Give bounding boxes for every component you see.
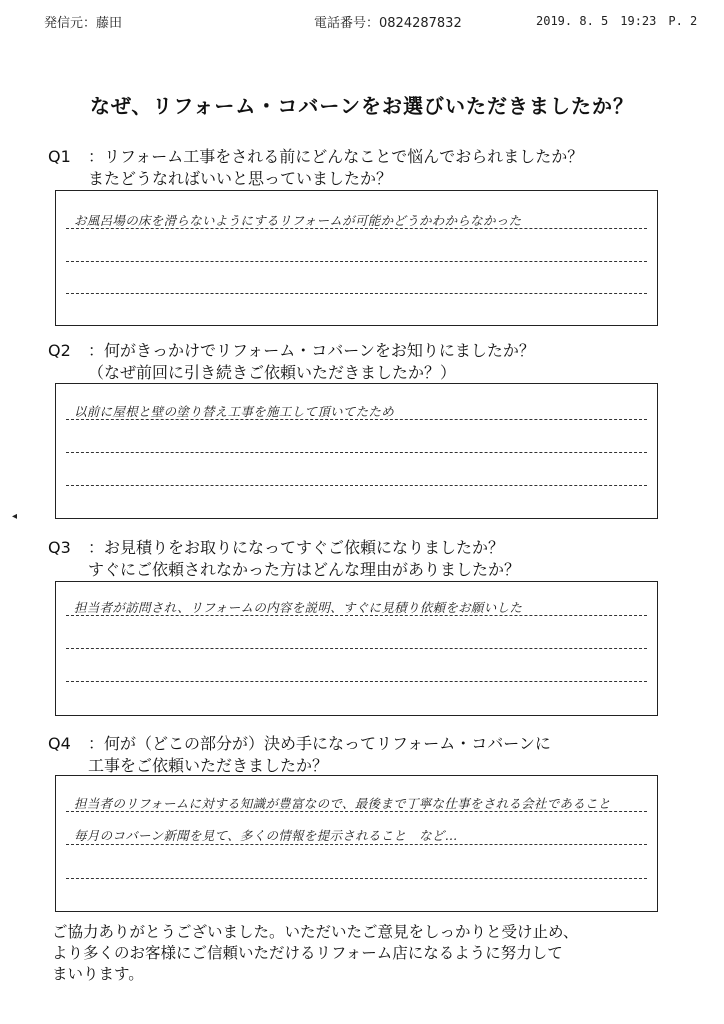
ruled-line bbox=[66, 648, 647, 649]
question-text-line: ：リフォーム工事をされる前にどんなことで悩んでおられましたか？ bbox=[88, 147, 584, 166]
question-number: Q3 bbox=[48, 538, 71, 557]
ruled-line bbox=[66, 261, 647, 262]
page-title: なぜ、リフォーム・コバーンをお選びいただきましたか？ bbox=[90, 94, 634, 118]
question-number: Q1 bbox=[48, 147, 71, 166]
closing-line: より多くのお客様にご信頼いただけるリフォーム店になるように努力して bbox=[52, 944, 563, 962]
ruled-line bbox=[66, 844, 647, 845]
ruled-line bbox=[66, 228, 647, 229]
fax-sender: 発信元：藤田 bbox=[44, 16, 123, 31]
answer-box-3 bbox=[55, 581, 658, 716]
ruled-line bbox=[66, 615, 647, 616]
ruled-line bbox=[66, 485, 647, 486]
answer-box-4 bbox=[55, 775, 658, 912]
question-text-line: ：お見積りをお取りになってすぐご依頼になりましたか？ bbox=[88, 538, 505, 557]
fax-phone-number: 電話番号：0824287832 bbox=[314, 16, 462, 31]
ruled-line bbox=[66, 878, 647, 879]
handwritten-answer: 担当者が訪問され、リフォームの内容を説明、すぐに見積り依頼をお願いした bbox=[74, 600, 523, 615]
fax-header bbox=[0, 8, 724, 32]
question-text-line: またどうなればいいと思っていましたか？ bbox=[88, 169, 393, 188]
ruled-line bbox=[66, 419, 647, 420]
closing-line: ご協力ありがとうございました。いただいたご意見をしっかりと受け止め、 bbox=[52, 923, 579, 941]
ruled-line bbox=[66, 681, 647, 682]
answer-box-2 bbox=[55, 383, 658, 519]
handwritten-answer: 担当者のリフォームに対する知識が豊富なので、最後まで丁寧な仕事をされる会社であること bbox=[74, 796, 611, 811]
question-number: Q2 bbox=[48, 341, 71, 360]
handwritten-answer: 以前に屋根と壁の塗り替え工事を施工して頂いてたため bbox=[74, 404, 395, 419]
handwritten-answer: 毎月のコバーン新聞を見て、多くの情報を提示されること など… bbox=[74, 828, 458, 843]
ruled-line bbox=[66, 293, 647, 294]
question-text-line: すぐにご依頼されなかった方はどんな理由がありましたか？ bbox=[88, 560, 521, 579]
question-text-line: 工事をご依頼いただきましたか？ bbox=[88, 756, 329, 775]
closing-message bbox=[52, 922, 692, 985]
question-text-line: ：何がきっかけでリフォーム・コバーンをお知りにましたか？ bbox=[88, 341, 535, 360]
fax-datetime-page: 2019. 8. 5 19:23 P. 2 bbox=[536, 14, 698, 28]
handwritten-answer: お風呂場の床を滑らないようにするリフォームが可能かどうかわからなかった bbox=[74, 213, 522, 228]
closing-line: まいります。 bbox=[52, 965, 144, 983]
question-text-line: （なぜ前回に引き続きご依頼いただきましたか？） bbox=[88, 363, 457, 382]
ruled-line bbox=[66, 811, 647, 812]
fax-edge-marker: ◂ bbox=[12, 511, 18, 522]
question-number: Q4 bbox=[48, 734, 71, 753]
question-text-line: ：何が（どこの部分が）決め手になってリフォーム・コバーンに bbox=[88, 734, 551, 753]
answer-box-1 bbox=[55, 190, 658, 326]
ruled-line bbox=[66, 452, 647, 453]
